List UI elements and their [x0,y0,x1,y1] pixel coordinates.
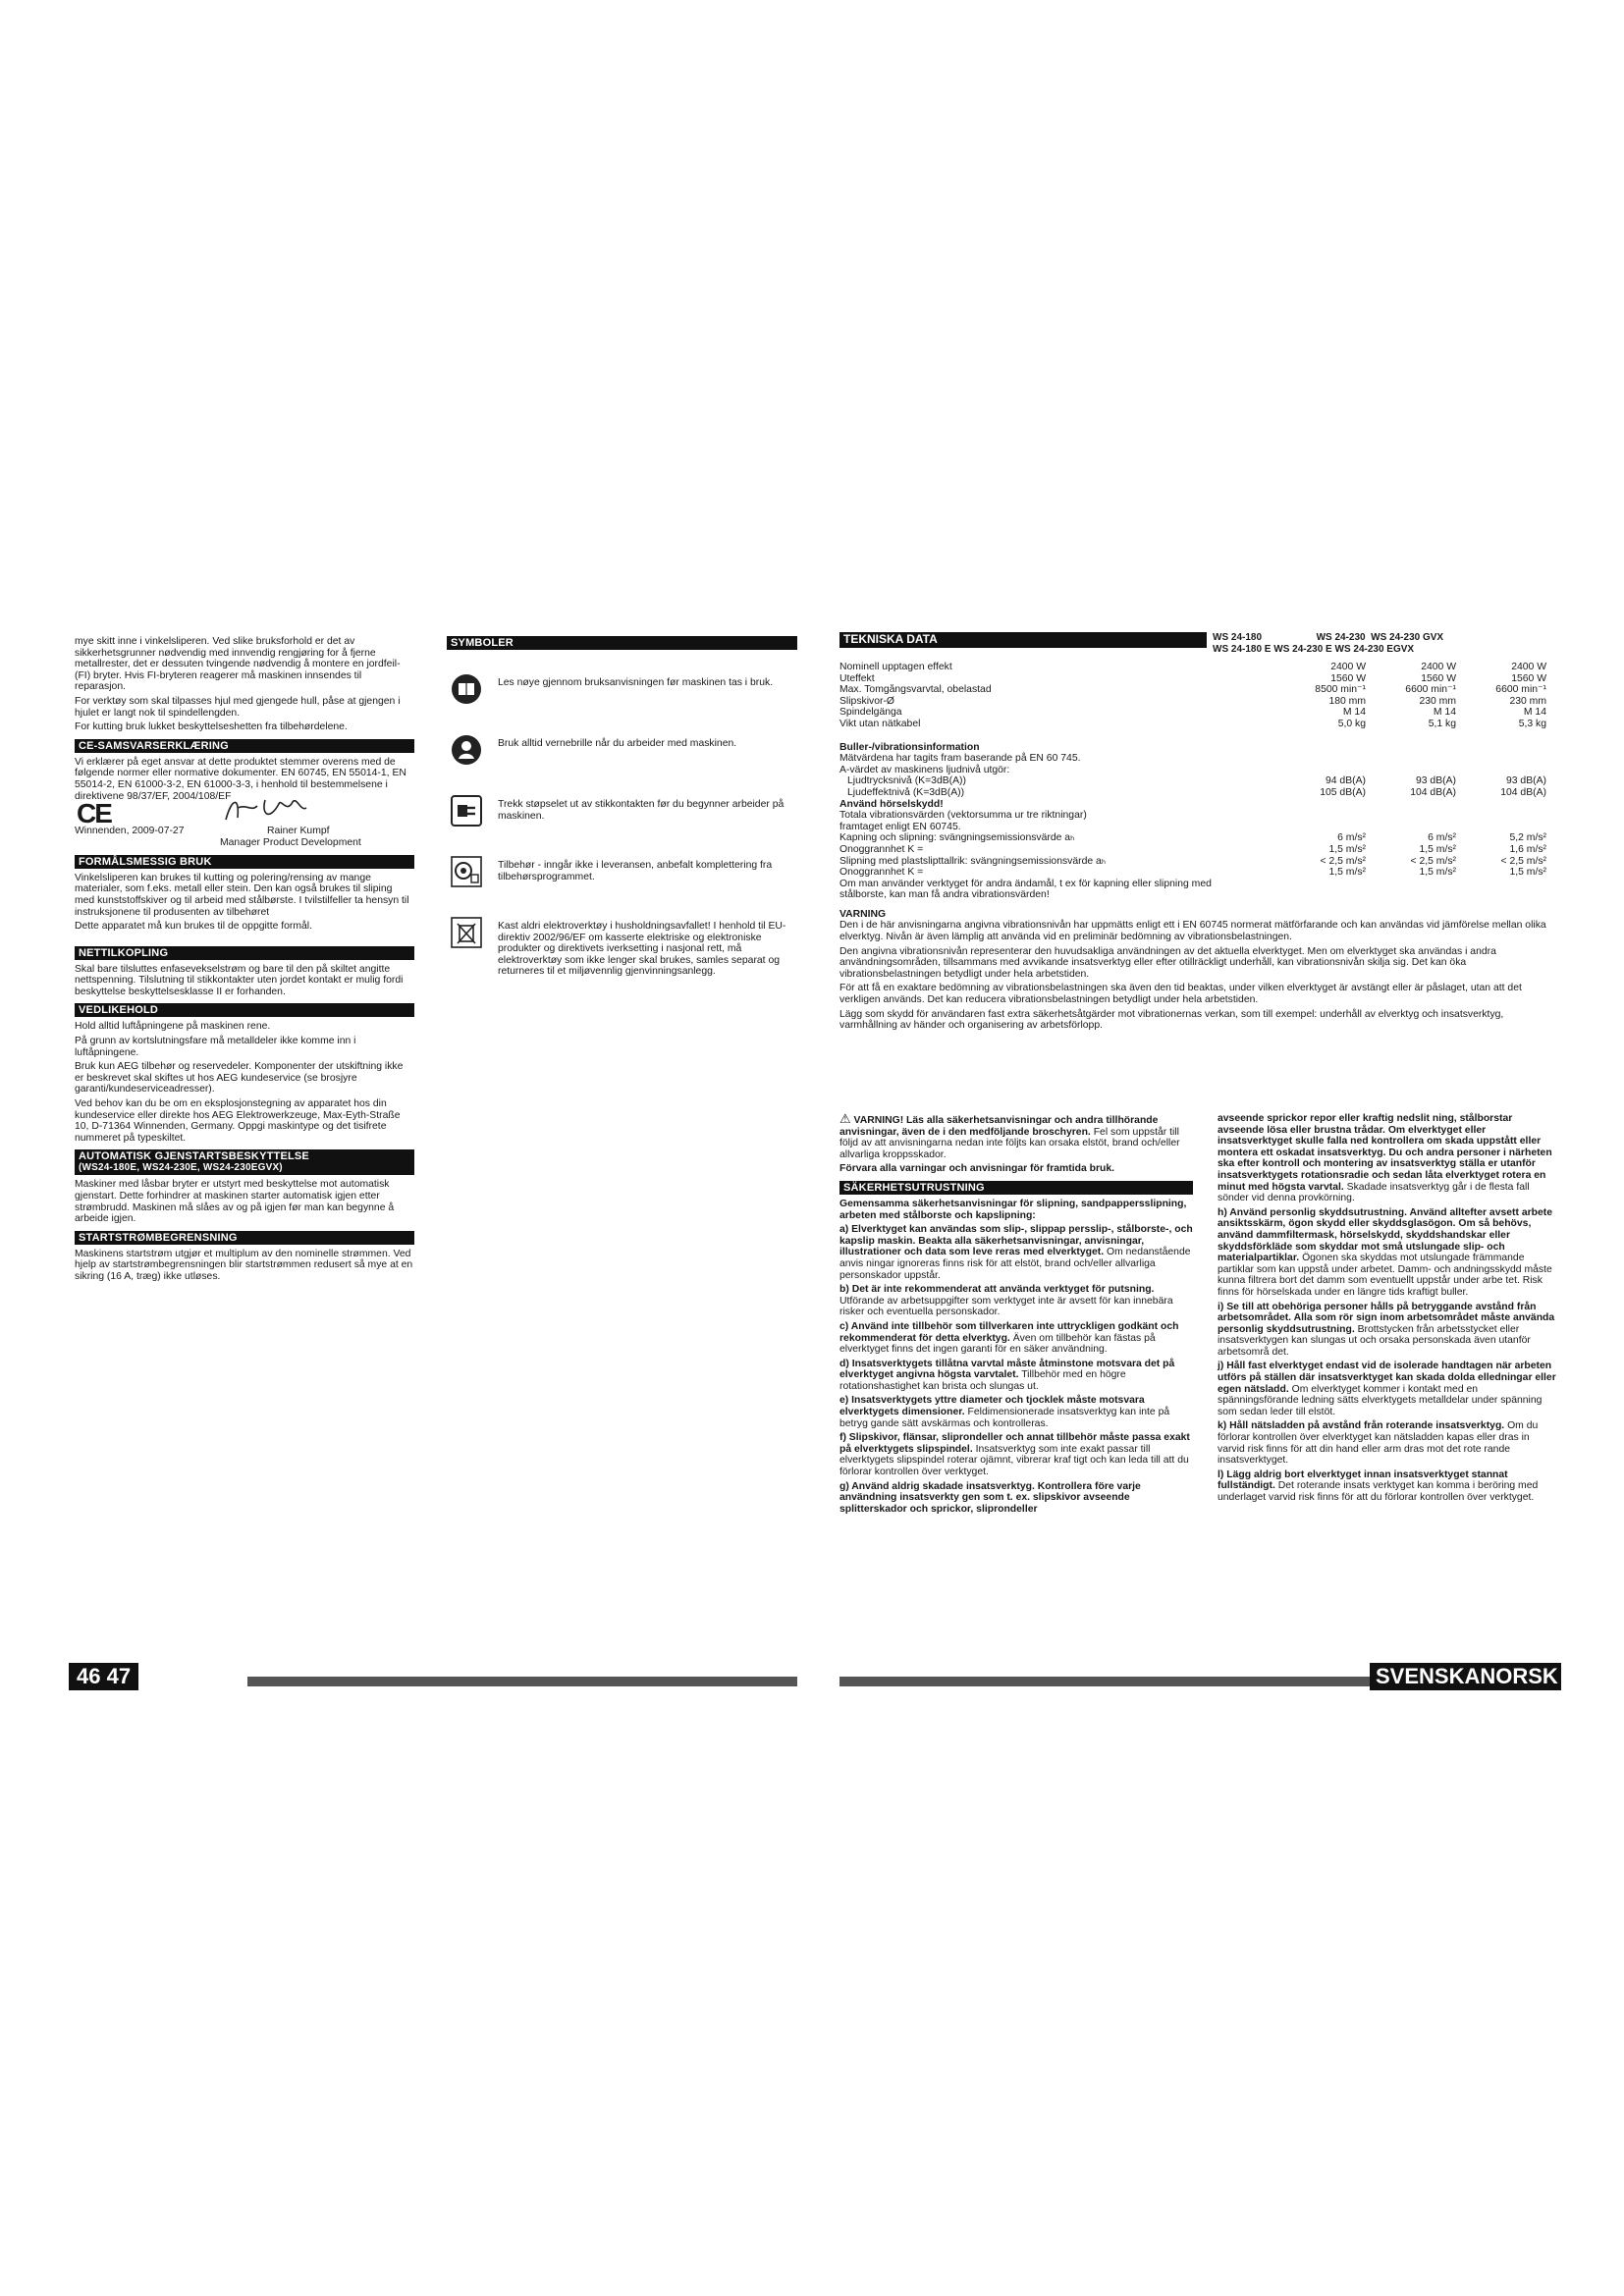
tech-value: 1560 W [1421,672,1456,684]
vibration-value: 1,5 m/s² [1328,867,1366,879]
safety-item [1218,1302,1556,1359]
tech-row [839,662,1546,673]
safety-item [1218,1113,1556,1204]
vibration-value: 1,5 m/s² [1419,843,1456,855]
safety-item-text: Ögonen ska skyddas mot utslungade främmande partiklar som kan uppstå under arbetet. Damm- och andningsskydd måste kunna filtrera bort det damm som eventuellt uppstår under arbe tet. Risk finns för hörselskada under en längre tids kraftigt buller. [1218,1253,1552,1298]
vibration-value: 1,6 m/s² [1509,843,1546,855]
safety-item [839,1224,1193,1281]
vib-note: Om man använder verktyget för andra ändamål, t ex för kapning eller slipning med stålborste, kan man få andra vibrationsvärden! [839,878,1212,901]
purpose-p2: Dette apparatet må kun brukes til de oppgitte formål. [75,921,313,933]
goggles-icon [449,732,484,768]
vibration-row [839,844,1546,856]
restart-subtitle: (WS24-180E, WS24-230E, WS24-230EGVX) [79,1162,283,1174]
signature-block [75,824,414,871]
ce-mark-logo: CE [77,798,111,829]
maint-p4: Ved behov kan du be om en eksplosjonstegning av apparatet hos din kundeservice eller direkte hos AEG Elektrowerkzeuge, Max-Eyth-Straße 10, D-71364 Winnenden, Germany. Oppgi maskintype og det tisifrete nummeret på typeskiltet. [75,1098,401,1144]
safety-item-bold: j) Håll fast elverktyget endast vid de isolerade handtagen när arbeten utförs på ställen där insatsverktyget kan skada dolda elledningar eller egen nätsladd. [1218,1361,1556,1395]
safety-item [839,1359,1193,1393]
restart-title: AUTOMATISK GJENSTARTSBESKYTTELSE [79,1150,309,1163]
maint-p2: På grunn av kortslutningsfare må metalldeler ikke komme inn i luftåpningene. [75,1036,356,1058]
safety-item-bold: a) Elverktyget kan användas som slip-, slippap persslip-, stålborste-, och kapslip maskin. Beakta alla säkerhetsanvisningar, anvisningar, illustrationer och data som leve reras med elverktyget. [839,1224,1193,1258]
vibration-value: 1,5 m/s² [1328,843,1366,855]
safety-list-left [839,1199,1193,1515]
noise-intro-1: Mätvärdena har tagits fram baserande på EN 60 745. [839,753,1081,765]
vibration-label: Onoggrannhet K = [839,843,924,855]
vibration-row [839,856,1546,868]
noise-value: 93 dB(A) [1505,775,1546,787]
warning-p2: Den angivna vibrationsnivån representerar den huvudsakliga användningen av det aktuella elverktyget. Men om elverktyget ska användas i andra användningsområden, tillsammans med avvikande insatsverktyg eller efter otillräckligt underhåll, kan vibrationsnivån skilja sig. Det kan öka vibrationsbelastningen betydligt under hela arbetstiden. [839,945,1496,980]
model-names [1207,632,1443,656]
tech-value: 230 mm [1509,695,1546,707]
safety-item [839,1481,1193,1516]
warning-p4: Lägg som skydd för användaren fast extra säkerhetsåtgärder mot vibrationernas verkan, som till exempel: underhåll av elverktyg och insatsverktyg, varmhållning av händer och organisering av arbetsförlopp. [839,1008,1504,1032]
tech-row [839,673,1546,685]
tech-value: 1560 W [1330,672,1366,684]
tech-row [839,719,1546,730]
safety-col-left [839,1113,1193,1518]
safety-item [839,1321,1193,1356]
symbol-row-goggles [449,732,797,768]
tech-label: Uteffekt [839,672,875,684]
warning-title: VARNING [839,908,887,920]
ear-protection: Använd hörselskydd! [839,798,944,810]
noise-table [839,775,1546,798]
vib-intro-2: framtaget enligt EN 60745. [839,821,961,832]
tech-value: 180 mm [1328,695,1366,707]
place-date: Winnenden, 2009-07-27 [75,825,185,836]
noise-value: 93 dB(A) [1415,775,1456,787]
vibration-value: 6 m/s² [1337,832,1366,844]
vibration-value: < 2,5 m/s² [1410,855,1456,867]
tech-label: Nominell upptagen effekt [839,662,952,672]
tech-value: M 14 [1523,707,1546,719]
safety-item-text: Feldimensionerade insatsverktyg kan inte på betryg gande sätt avskärmas och kontrolleras. [839,1407,1170,1429]
start-current-text: Maskinens startstrøm utgjør et multiplum av den nominelle strømmen. Ved hjelp av startstrømbegrensningen blir startstrømmen redusert så mye at en sikring (16 A, træg) ikke utløses. [75,1248,413,1282]
vibration-value: < 2,5 m/s² [1500,855,1546,867]
keep-instructions: Förvara alla varningar och anvisningar för framtida bruk. [839,1163,1115,1175]
tech-row [839,707,1546,719]
accessory-icon [449,854,484,889]
noise-label: Ljudeffektnivå (K=3dB(A)) [847,786,965,798]
symbol-text-accessory: Tilbehør - inngår ikke i leveransen, anbefalt komplettering fra tilbehørsprogrammet. [498,860,773,882]
safety-item [839,1432,1193,1477]
safety-item-text: Även om tillbehör kan fästas på elverktyget finns det ingen garanti för en säker användning. [839,1332,1156,1356]
noise-value: 104 dB(A) [1410,786,1456,798]
noise-value: 94 dB(A) [1325,775,1366,787]
mains-text: Skal bare tilsluttes enfasevekselstrøm og bare til den på skiltet angitte nettspenning. Tilslutning til stikkontakter uten jordet kontakt er mulig fordi beskyttelse beskyttelsesklasse II er forhanden. [75,963,404,997]
noise-value: 104 dB(A) [1500,786,1546,798]
left-col-2 [447,636,797,1003]
ce-header: CE-SAMSVARSERKLÆRING [75,739,414,753]
noise-intro-2: A-värdet av maskinens ljudnivå utgör: [839,764,1010,775]
tech-label: Max. Tomgångsvarvtal, obelastad [839,684,992,696]
symbol-text-manual: Les nøye gjennom bruksanvisningen før maskinen tas i bruk. [498,677,774,688]
vibration-label: Kapning och slipning: svängningsemissionsvärde aₕ [839,832,1075,844]
vibration-label: Slipning med plastslipttallrik: svängningsemissionsvärde aₕ [839,855,1107,867]
right-page [839,632,1553,1035]
safety-item [1218,1420,1556,1466]
noise-value: 105 dB(A) [1320,786,1366,798]
warning-triangle-icon: ⚠ [839,1111,851,1126]
tech-data-table [839,662,1546,730]
safety-item-text: Utförande av arbetsuppgifter som verktyget inte är avsett för kan innebära risker och eventuella personskador. [839,1295,1173,1318]
safety-item-text: Tillbehör med en högre rotationshastighet kan brista och slungas ut. [839,1369,1126,1392]
signer-name: Rainer Kumpf [267,825,330,836]
intro-p2: For verktøy som skal tilpasses hjul med gjengede hull, påse at gjengen i hjulet er langt nok til spindellengden. [75,695,401,719]
noise-row [847,787,1546,799]
purpose-p1: Vinkelsliperen kan brukes til kutting og polering/rensing av mange materialer, som f.eks. metall eller stein. Den kan også brukes til sliping med kunststoffskiver og til arbeid med stålbørste. I tvilstilfeller ta hensyn til instruksjonene til produsenten av tilbehøret [75,872,409,918]
tech-label: Spindelgänga [839,707,902,719]
vibration-value: 6 m/s² [1428,832,1456,844]
handwritten-signature [222,794,310,826]
safety-item [1218,1469,1556,1504]
safety-item-bold: i) Se till att obehöriga personer hålls på betryggande avstånd från arbetsområdet. Alla som rör sign inom arbetsområdet måste använda personlig skyddsutrustning. [1218,1301,1555,1335]
safety-item-text: Insatsverktyg som inte exakt passar till elverktygets slipspindel roterar ojämnt, vibrerar kraf tigt och kan leda till att du förlorar kontrollen över verktyget. [839,1443,1189,1478]
vibration-value: 1,5 m/s² [1419,867,1456,879]
maintenance-header: VEDLIKEHOLD [75,1003,414,1017]
signer-title: Manager Product Development [220,836,361,848]
tech-label: Slipskivor-Ø [839,695,895,707]
tech-value: 2400 W [1330,662,1366,672]
purpose-header: FORMÅLSMESSIG BRUK [75,855,414,869]
vibration-value: 5,2 m/s² [1509,832,1546,844]
safety-item [1218,1361,1556,1417]
tech-data-head [839,632,1553,656]
vib-intro-1: Totala vibrationsvärden (vektorsumma ur tre riktningar) [839,810,1087,822]
safety-item-bold: k) Håll nätsladden på avstånd från roterande insatsverktyg. [1218,1420,1505,1432]
symbol-text-goggles: Bruk alltid vernebrille når du arbeider med maskinen. [498,738,737,749]
safety-item-text: Det roterande insats verktyget kan komma i beröring med underlaget varvid risk finns för att du förlorar kontrollen över verktyget. [1218,1480,1539,1503]
start-current-header: STARTSTRØMBEGRENSNING [75,1231,414,1245]
maint-p3: Bruk kun AEG tilbehør og reservedeler. Komponenter der utskiftning ikke er beskrevet skal skiftes ut hos AEG kundeservice (se brosjyre garanti/kundeserviceadresser). [75,1061,404,1095]
symbol-text-weee: Kast aldri elektroverktøy i husholdningsavfallet! I henhold til EU-direktiv 2002/96/EF om kasserte elektriske og elektroniske produkter og direktivets iverksetting i nasjonal rett, må elektroverktøy som ikke lenger skal brukes, samles separat og returneres til et miljøvennlig gjenvinningsanlegg. [498,921,786,978]
safety-item [839,1395,1193,1429]
safety-item-bold: l) Lägg aldrig bort elverktyget innan insatsverktyget stannat fullständigt. [1218,1468,1508,1492]
safety-item-bold: b) Det är inte rekommenderat att använda verktyget för putsning. [839,1284,1155,1296]
models-line-2: WS 24-180 E WS 24-230 E WS 24-230 EGVX [1213,644,1415,655]
vibration-row [839,832,1546,844]
safety-item-bold: Gemensamma säkerhetsanvisningar för slipning, sandpappersslipning, arbeten med stålborste och kapslipning: [839,1198,1187,1221]
safety-item-text: Om du förlorar kontrollen över elverktyget kan nätsladden kapas eller dras in varvid risk finns för att din hand eller arm dras mot det rote rande insatsverktyget. [1218,1420,1539,1467]
left-col-1 [75,636,414,1286]
restart-header [75,1149,414,1175]
safety-item-bold: e) Insatsverktygets yttre diameter och tjocklek måste motsvara elverktygets dimensioner. [839,1395,1145,1418]
noise-header: Buller-/vibrationsinformation [839,741,980,753]
safety-list-right [1218,1113,1556,1504]
general-warning-text: Fel som uppstår till följd av att anvisningarna nedan inte följts kan orsaka elstöt, brand och/eller allvarliga kroppsskador. [839,1126,1180,1160]
weee-bin-icon [449,915,484,950]
tech-row [839,696,1546,708]
tech-value: 8500 min⁻¹ [1315,684,1366,696]
language-label: SVENSKANORSK [1370,1663,1561,1690]
noise-label: Ljudtrycksnivå (K=3dB(A)) [847,775,966,787]
symbol-row-accessory [449,854,797,889]
safety-item-bold: avseende sprickor repor eller kraftig nedslit ning, stålborstar avseende lösa eller brustna trådar. Om elverktyget eller insatsverktyget skulle falla ned kontrollera om skada uppstått eller montera ett oskadat insatsverktyg. Du och andra personer i närheten ska efter kontroll och montering av insatsverktyg ställa er utanför insatsverktygets rotationsradie och sedan låta elverktyget rotera en minut med högsta varvtal. [1218,1113,1552,1193]
safety-header: SÄKERHETSUTRUSTNING [839,1181,1193,1195]
safety-item-text: Om elverktyget kommer i kontakt med en spänningsförande ledning sätts elverktygets metalldelar under spänning som sedan leder till elstöt. [1218,1383,1543,1417]
page-numbers: 46 47 [69,1663,138,1690]
safety-item-bold: h) Använd personlig skyddsutrustning. Använd alltefter avsett arbete ansiktsskärm, ögon skydd eller skyddsglasögon. Om så behövs, använd dammfiltermask, hörselskydd, skyddshandskar eller skyddsförkläde som skyddar mot små utslungade slip- och materialpartiklar. [1218,1206,1553,1264]
general-warning [839,1113,1193,1160]
tech-data-header: TEKNISKA DATA [839,632,1207,648]
tech-value: 230 mm [1419,695,1456,707]
safety-col-right [1218,1113,1556,1507]
warning-p1: Den i de här anvisningarna angivna vibrationsnivån har uppmätts enligt ett i EN 60745 normerat mätförfarande och kan användas vid jämförelse mellan olika elverktyg. Nivån är även lämplig att använda vid en preliminär bedömning av vibrationsbelastningen. [839,920,1546,943]
safety-item [839,1284,1193,1318]
mains-header: NETTILKOPLING [75,946,414,960]
restart-text: Maskiner med låsbar bryter er utstyrt med beskyttelse mot automatisk gjenstart. Dette forhindrer at maskinen starter automatisk igjen etter strømbrudd. Maskinen må slåes av og på igjen før man kan begynne å arbeide igjen. [75,1179,395,1225]
safety-item-text: Brottstycken från arbetsstycket eller insatsverktygen kan slungas ut och orsaka personskada även utanför arbetsområ det. [1218,1323,1531,1358]
symbols-header: SYMBOLER [447,636,797,650]
tech-value: 6600 min⁻¹ [1495,684,1546,696]
safety-item-bold: f) Slipskivor, flänsar, sliprondeller och annat tillbehör måste passa exakt på elverktygets slipspindel. [839,1432,1190,1455]
safety-item-text: Skadade insatsverktyg går i de flesta fall sönder vid denna provkörning. [1218,1181,1530,1204]
tech-row [839,684,1546,696]
tech-value: 5,0 kg [1337,718,1366,729]
models-line-1: WS 24-180 WS 24-230 WS 24-230 GVX [1213,632,1444,643]
intro-p3: For kutting bruk lukket beskyttelseshetten fra tilbehørdelene. [75,721,348,733]
tech-label: Vikt utan nätkabel [839,718,921,729]
tech-value: 2400 W [1421,662,1456,672]
safety-item-text: Om nedanstående anvis ningar ignoreras finns risk för att elstöt, brand och/eller allvarliga personskador uppstår. [839,1247,1191,1281]
safety-item [1218,1207,1556,1299]
vibration-value: 1,5 m/s² [1509,867,1546,879]
maint-p1: Hold alltid luftåpningene på maskinen rene. [75,1021,271,1033]
tech-value: 2400 W [1511,662,1546,672]
tech-value: 6600 min⁻¹ [1405,684,1456,696]
safety-item-bold: d) Insatsverktygets tillåtna varvtal måste åtminstone motsvara det på elverktyget angivna högsta varvtalet. [839,1358,1175,1381]
ce-text: Vi erklærer på eget ansvar at dette produktet stemmer overens med de følgende normer eller normative dokumenter. EN 60745, EN 55014-1, EN 55014-2, EN 61000-3-2, EN 61000-3-3, i henhold til bestemmelsene i direktivene 98/37/EF, 2004/108/EF [75,756,406,802]
warning-p3: För att få en exaktare bedömning av vibrationsbelastningen ska även den tid beaktas, under vilken elverktyget är avstängt eller är påslaget, utan att det verkligen används. Det kan reducera vibrationsbelastningen betydligt under hela arbetstiden. [839,983,1522,1006]
safety-item [839,1199,1193,1221]
intro-p1: mye skitt inne i vinkelsliperen. Ved slike bruksforhold er det av sikkerhetsgrunner nødvendig med innvendig rengjøring for å fjerne metallrester, det er dessuten tvingende nødvendig å montere en jordfeil- (FI) bryter. Hvis FI-bryteren reagerer må maskinen innsendes til reparasjon. [75,636,401,693]
unplug-icon [449,793,484,828]
tech-value: M 14 [1342,707,1366,719]
general-warning-bold: VARNING! Läs alla säkerhetsanvisningar och andra tillhörande anvisningar, även de i den medföljande broschyren. [839,1115,1159,1138]
tech-value: 1560 W [1511,672,1546,684]
safety-item-bold: c) Använd inte tillbehör som tillverkaren inte uttryckligen godkänt och rekommenderat för detta elverktyg. [839,1320,1179,1344]
symbol-row-weee [449,915,797,978]
left-footer-bar [247,1677,797,1686]
tech-value: 5,1 kg [1428,718,1456,729]
tech-value: 5,3 kg [1518,718,1546,729]
vibration-value: < 2,5 m/s² [1320,855,1366,867]
vibration-label: Onoggrannhet K = [839,867,924,879]
right-footer-bar [839,1677,1370,1686]
manual-icon [449,671,484,707]
safety-item-bold: g) Använd aldrig skadade insatsverktyg. Kontrollera före varje användning insatsverkty gen som t. ex. slipskivor avseende splitterskador och sprickor, sliprondeller [839,1480,1141,1515]
vibration-table [839,832,1546,878]
tech-value: M 14 [1433,707,1456,719]
symbol-text-unplug: Trekk støpselet ut av stikkontakten før du begynner arbeider på maskinen. [498,799,785,822]
symbol-row-manual [449,671,797,707]
noise-row [847,775,1546,787]
symbol-row-unplug [449,793,797,828]
vibration-row [839,867,1546,879]
